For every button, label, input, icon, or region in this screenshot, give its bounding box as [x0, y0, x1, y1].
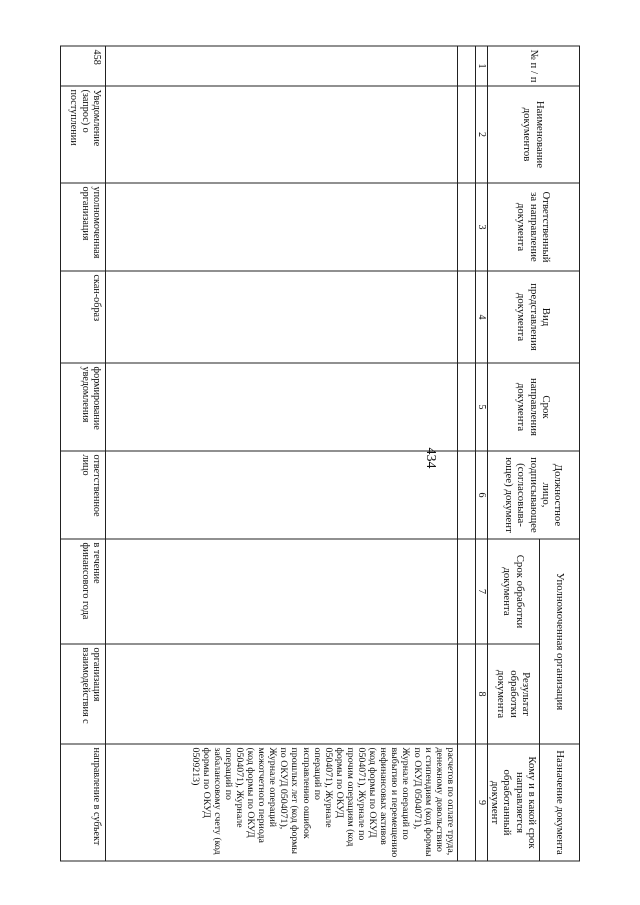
header-name: Наименование документов [488, 86, 580, 183]
empty-cell [457, 363, 475, 451]
cont-cell-org-result [106, 644, 458, 744]
row-458-org-term: в течение финансового года [61, 539, 106, 644]
cont-cell-view [106, 271, 458, 363]
col-number-5: 5 [475, 363, 487, 451]
col-number-9: 9 [475, 744, 487, 861]
header-row-1 [540, 46, 580, 861]
cont-cell-official [106, 451, 458, 539]
col-number-6: 6 [475, 451, 487, 539]
header-view: Вид представления документа [488, 271, 580, 363]
row-458-name: Уведомление (запрос) о поступлении [61, 86, 106, 183]
col-number-1: 1 [475, 46, 487, 86]
cont-cell-term [106, 363, 458, 451]
header-purpose-to: Кому и в какой срок направляется обработанный документ [488, 744, 540, 861]
continuation-row [106, 46, 458, 861]
empty-cell [457, 46, 475, 86]
page-number: 434 [423, 447, 438, 469]
col-number-7: 7 [475, 539, 487, 644]
empty-cell [457, 183, 475, 271]
cont-cell-org-term [106, 539, 458, 644]
header-term: Срок направления документа [488, 363, 580, 451]
col-number-8: 8 [475, 644, 487, 744]
row-458-term: формирование уведомления [61, 363, 106, 451]
cont-cell-name [106, 86, 458, 183]
empty-row [457, 46, 475, 861]
empty-cell [457, 539, 475, 644]
row-458-num: 458 [61, 46, 106, 86]
header-org: Уполномоченная организация [540, 539, 580, 744]
empty-cell [457, 451, 475, 539]
document-table [60, 45, 580, 861]
header-official: Должностное лицо, подписывающее (согласовыва-ющее) документ [488, 451, 580, 539]
col-number-3: 3 [475, 183, 487, 271]
row-458-view: скан-образ [61, 271, 106, 363]
header-org-result: Результат обработки документа [488, 644, 540, 744]
cont-cell-responsible [106, 183, 458, 271]
empty-cell [457, 271, 475, 363]
table-row-458 [61, 46, 106, 861]
row-458-official: ответственное лицо [61, 451, 106, 539]
row-458-responsible: уполномоченная организация [61, 183, 106, 271]
header-purpose: Назначение документа [540, 744, 580, 861]
row-458-purpose-to: направление в субъект [61, 744, 106, 861]
cont-cell-num [106, 46, 458, 86]
empty-cell [457, 744, 475, 861]
rotated-table-page [60, 45, 580, 860]
header-num: № п / п [488, 46, 580, 86]
continuation-text: расчетов по оплате труда, денежному довольствию и стипендиям (код формы по ОКУД 0504071), Журнале операций по выбытию и перемещению нефинансовых активов (код формы по ОКУД 0504071), Журнале по прочим операциям (код формы по ОКУД 0504071), Журнале операций по исправлению ошибок прошлых лет (код формы по ОКУД 0504071), Журнале операций межотчетного периода (код формы по ОКУД 0504071), Журнале операций по забалансовому счету (код формы по ОКУД 0509213) [106, 744, 458, 861]
col-number-4: 4 [475, 271, 487, 363]
empty-cell [457, 86, 475, 183]
header-responsible: Ответственный за направление документа [488, 183, 580, 271]
empty-cell [457, 644, 475, 744]
header-org-term: Срок обработки документа [488, 539, 540, 644]
row-458-org-result: организация взаимодействия с [61, 644, 106, 744]
column-numbers-row [475, 46, 487, 861]
col-number-2: 2 [475, 86, 487, 183]
